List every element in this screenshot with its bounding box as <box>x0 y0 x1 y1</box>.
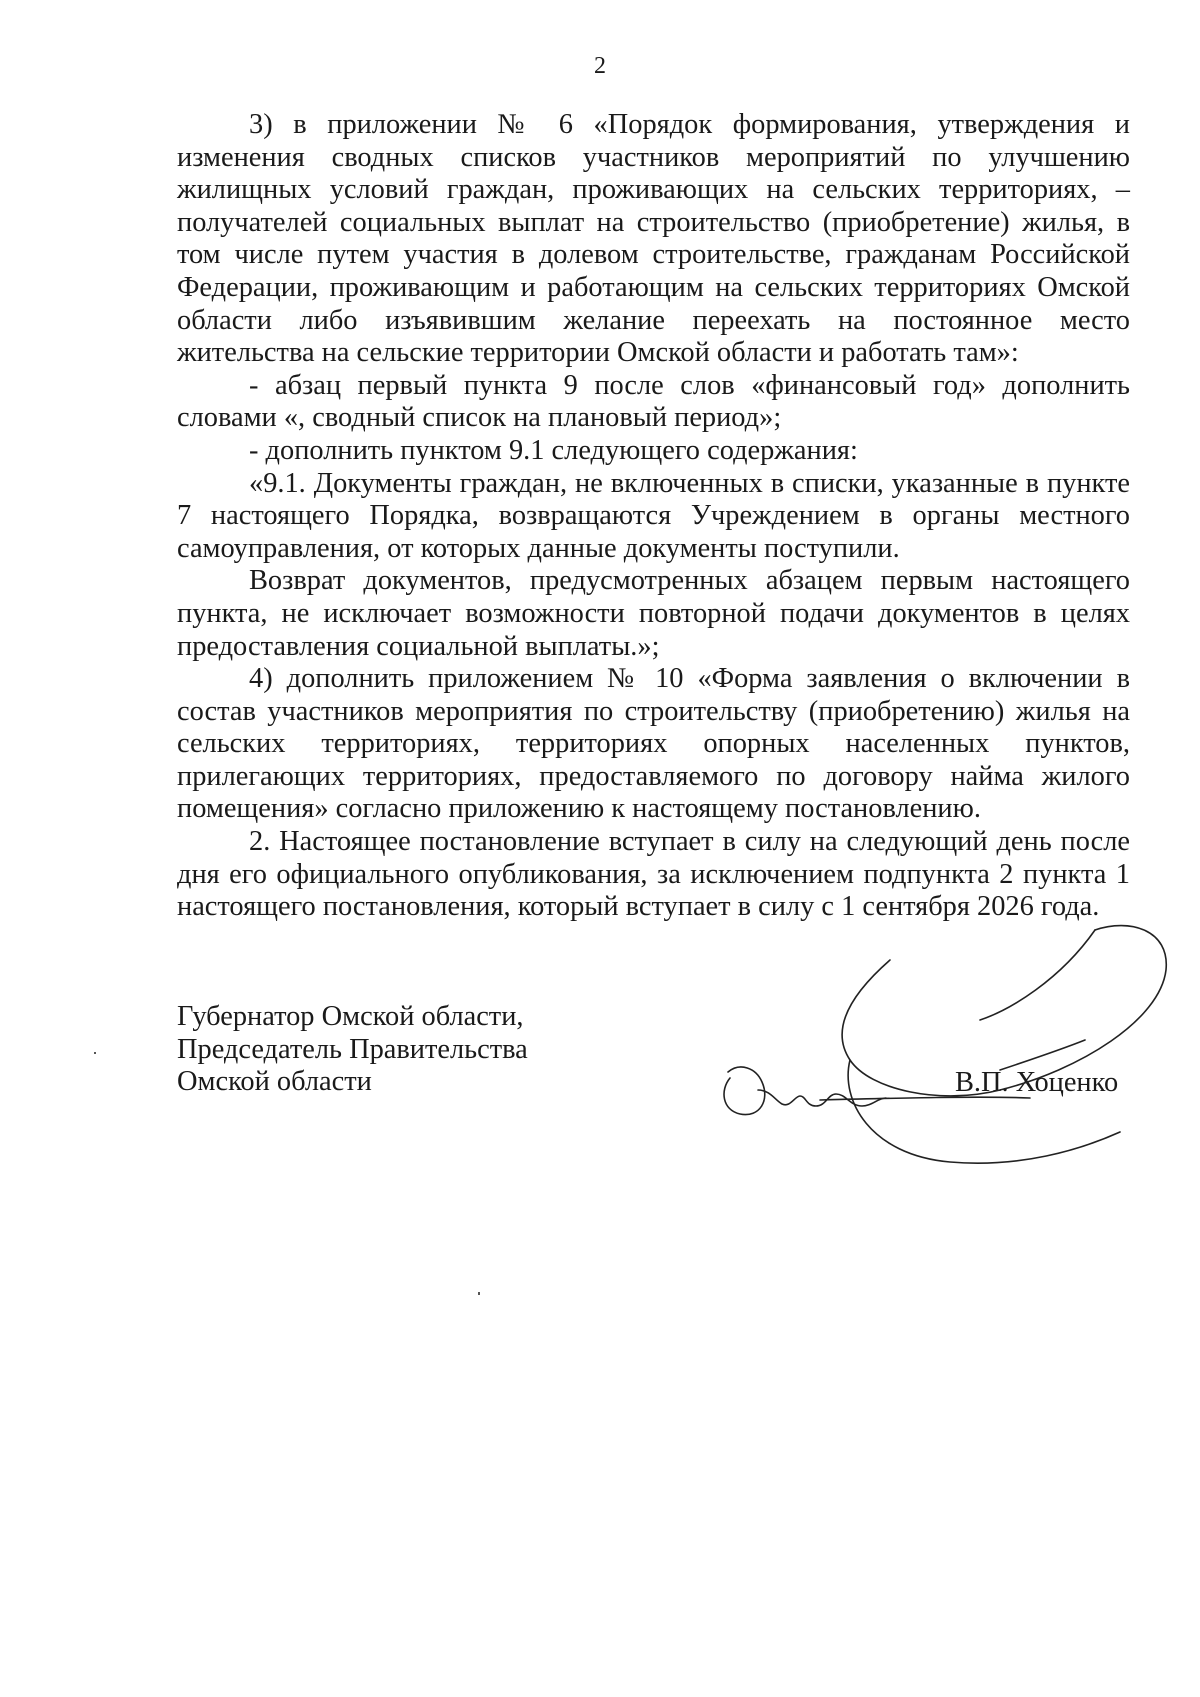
document-body <box>177 109 1130 924</box>
paragraph-add-point-9-1: - дополнить пунктом 9.1 следующего содержания: <box>249 434 858 466</box>
page-number: 2 <box>594 53 606 79</box>
signer-name: В.П. Хоценко <box>955 1067 1119 1098</box>
paragraph-entry-into-force: 2. Настоящее постановление вступает в силу на следующий день после дня его официального опубликования, за исключением подпункта 2 пункта 1 настоящего постановления, который вступает в силу с 1 сентября 2026 года. <box>177 826 1130 923</box>
signatory-title <box>177 1001 528 1099</box>
scan-speck <box>478 1292 480 1295</box>
signatory-title-line: Председатель Правительства <box>177 1033 528 1065</box>
paragraph-return-of-documents: Возврат документов, предусмотренных абзацем первым настоящего пункта, не исключает возможности повторной подачи документов в целях предоставления социальной выплаты.»; <box>177 565 1130 662</box>
scan-speck <box>94 1052 96 1054</box>
paragraph-amend-point-9: - абзац первый пункта 9 после слов «финансовый год» дополнить словами «, сводный список на плановый период»; <box>177 369 1130 434</box>
paragraph-item-4-appendix-10: 4) дополнить приложением № 10 «Форма заявления о включении в состав участников мероприятия по строительству (приобретению) жилья на сельских территориях, территориях опорных населенных пунктов, прилегающих территориях, предоставляемого по договору найма жилого помещения» согласно приложению к настоящему постановлению. <box>177 663 1130 825</box>
signature-icon <box>700 900 1180 1180</box>
signatory-title-line: Губернатор Омской области, <box>177 1001 524 1032</box>
paragraph-item-3-appendix-6: 3) в приложении № 6 «Порядок формирования, утверждения и изменения сводных списков участников мероприятий по улучшению жилищных условий граждан, проживающих на сельских территориях, – получателей социальных выплат на строительство (приобретение) жилья, в том числе путем участия в долевом строительстве, гражданам Российской Федерации, проживающим и работающим на сельских территориях Омской области либо изъявившим желание переехать на постоянное место жительства на сельские территории Омской области и работать там»: <box>177 109 1130 369</box>
signatory-title-line: Омской области <box>177 1066 372 1098</box>
paragraph-point-9-1-text: «9.1. Документы граждан, не включенных в списки, указанные в пункте 7 настоящего Порядка, возвращаются Учреждением в органы местного самоуправления, от которых данные документы поступили. <box>177 467 1130 564</box>
